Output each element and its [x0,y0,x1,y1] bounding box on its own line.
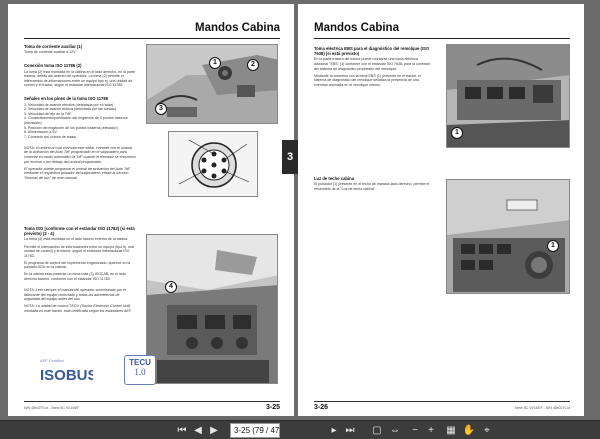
isobus-label: ISOBUS [40,367,93,384]
note: NOTA: el umbral al cual conmuta este señal, coincide con el umbral de la activación del Auto TdF programado en el salpicadero para conectar en modo automático la TdF cuando el elevador se encuentra por encima o por debajo del umbral programado. [24,145,136,164]
paragraph: El pulsador (1) presente en el techo de mandos lado derecho, permite el encendido de la "Luz de techo cabina". [314,182,430,191]
figure-iso-socket [146,234,278,384]
figure-pin-diagram [168,131,258,197]
paragraph: Toma de corriente auxiliar a 12V. [24,50,77,55]
section-heading: Toma de corriente auxiliar (1) [24,44,83,49]
list-item: 4. Consentimiento/prohibición del enganche de 3 puntos traseros (elevación). [24,116,128,125]
chapter-tab: 3 [282,140,298,174]
figure-aux-socket [146,44,278,124]
fit-width-icon[interactable]: ⇔ [390,425,400,436]
page-footer: Serie 6C VI/14/EF - N/N 48x0270-lz [514,406,570,410]
footer-rule [24,401,280,402]
page-number: 3-26 [314,404,329,411]
title-rule [314,38,570,39]
tecu-logo [124,355,156,385]
isobus-sub-label: AEF Certified [40,358,64,363]
figure-roof-light [446,179,570,294]
list-item: 5. Posición del enganche de los puntos traseros (elevador). [24,125,119,130]
viewer-toolbar [0,420,600,439]
ebs-socket-illustration [447,45,570,148]
rear-tractor-illustration [147,235,278,384]
zoom-in-icon[interactable]: + [428,425,434,436]
note: El operador puede programar el umbral de activación del Auto TdF mediante el respectivo pulsador del salpicadero, véase la sección "Normas de uso" de este manual. [24,166,131,180]
callout-2: 2 [247,59,259,71]
paragraph: En la parte trasera del tractor puede montarse una toma eléctrica adicional "EBS" (1) conforme con el estándar ISO 7638, para la conexión del sistema de diagnóstico propietario del remolque. [314,57,431,71]
paragraph: Mediante la conexión con la toma EBS (1) presente en el tractor, el sistema de diagnóstico del remolque señaliza la presencia de una eventual anomalía en el remolque mismo. [314,73,421,87]
callout-4: 4 [165,281,177,293]
select-icon[interactable]: ⌖ [484,425,490,436]
thumbnails-icon[interactable]: ▦ [446,425,456,436]
paragraph: Permite el intercambio de informaciones entre un equipo (tipo ej. una unidad de control) y el tractor, según el estándar internacional ISO 11783. [24,244,134,258]
page-title: Mandos Cabina [314,22,399,34]
section-heading: Toma eléctrica EBS para el diagnóstico del remolque (ISO 7638) (si está previsto) [314,46,430,57]
figure-ebs-socket [446,44,570,148]
page-left [8,4,294,416]
title-rule [24,38,280,39]
list-item: 7. Conexión del común de masa. [24,134,77,139]
fit-page-icon[interactable]: ▢ [372,425,382,436]
list-item: 2. Velocidad de avance teórica (detectada por las ruedas). [24,107,117,112]
section-heading: Señales en los pines de la toma ISO 11786 [24,96,109,102]
paragraph: La toma (4) está montada en el lado trasero exterior de la cabina. [24,237,129,242]
zoom-out-icon[interactable]: − [412,425,418,436]
page-right [298,4,584,416]
callout-1b: 1 [547,240,559,252]
page-number-input[interactable] [230,423,280,438]
list-item: 1. Velocidad de avance efectiva (detectada por el radar). [24,102,115,107]
paragraph: La toma (2) está montada en la cabina en el lado derecho, en la parte trasera, detrás del asiento del operador. La toma (2) permite el intercambio de informaciones entre un equipo tipo ej. una unidad de control y el tractor, según el estándar internacional ISO 11786. [24,69,136,88]
tecu-label: TECU [129,358,151,367]
page-title: Mandos Cabina [195,22,280,34]
note: NOTA: Leer siempre el manual del operador suministrado por el fabricante del equipo conectado y todas las advertencias de seguridad del equipo antes del uso. [24,288,126,302]
next-page-button-icon[interactable]: ▸ [331,425,337,436]
callout-1: 1 [451,127,463,139]
first-page-icon[interactable]: ⏮ [177,425,187,436]
isobus-logo-graphic [38,356,93,386]
text-column-2 [314,176,432,194]
last-page-icon[interactable]: ⏭ [345,425,355,436]
list-item: 6. Alimentación a 5V. [24,130,58,135]
callout-3: 3 [155,103,167,115]
pan-icon[interactable]: ✋ [462,425,476,436]
roof-light-illustration [447,180,570,294]
prev-page-icon[interactable]: ◀ [194,425,202,436]
isobus-logo [38,356,93,386]
tecu-version: 1.0 [134,367,146,377]
callout-1: 1 [209,57,221,69]
section-heading: Toma ISO (conforme con el estándar ISO 11783) (si está previsto) (3 - 4) [24,226,135,237]
note: NOTA: La unidad de control TECU (Tractor Electronic Control Unit) montada en este tractor, está certificada según los estándares AEF. [24,304,132,314]
page-number: 3-25 [265,404,280,411]
text-column-2 [24,226,136,316]
text-column [314,46,432,90]
pin-diagram-illustration [169,132,258,197]
footer-rule [314,401,570,402]
paragraph: El programa de control del implemento enganchado, aparece en la pantalla DDU en la cabina. [24,260,131,270]
paragraph: En la cabina está presente un toma más (3) ISOCAB, en el lado derecho trasero, conforme con el estándar ISO 11783. [24,272,126,282]
next-page-icon[interactable]: ▶ [210,425,218,436]
section-heading: Conexión toma ISO 11786 (2) [24,63,82,69]
page-footer: N/N 48x0270-lz - Serie 6C VI/14/EF [24,406,80,410]
section-heading: Luz de techo cabina [314,176,355,181]
list-item: 3. Velocidad del eje de la TdF. [24,111,72,116]
text-column [24,44,136,183]
